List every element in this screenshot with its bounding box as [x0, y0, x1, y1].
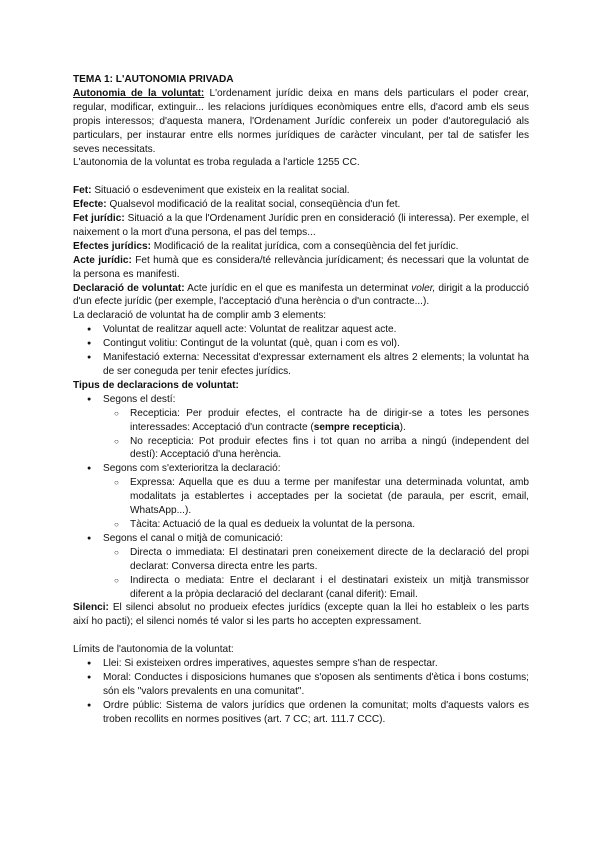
- declaracio-paragraph: [73, 282, 529, 310]
- sublist-item: [73, 407, 529, 435]
- list-item-label: Segons com s'exterioritza la declaració:: [103, 463, 281, 475]
- sublist-item: ○ Indirecta o mediata: Entre el declarant i el destinatari existeix un mitjà transmissor diferent a la pròpia declaració del declarant (canal diferit): Email.: [73, 574, 529, 602]
- sublist: [73, 476, 529, 532]
- sublist-text: ).: [399, 421, 406, 433]
- list-item: ● Manifestació externa: Necessitat d'expressar externament els altres 2 elements; la voluntat ha de ser coneguda per tenir efectes jurídics.: [73, 351, 529, 379]
- definition-term: Efecte:: [73, 199, 107, 211]
- silenci-term: Silenci:: [73, 602, 109, 614]
- page-title: TEMA 1: L'AUTONOMIA PRIVADA: [73, 74, 234, 85]
- silenci-paragraph: [73, 601, 529, 629]
- intro-text: L'ordenament jurídic deixa en mans dels particulars el poder crear, regular, modificar, extinguir... les relacions jurídiques econòmiques entre ells, d'acord amb els seus propis interessos; d'aquesta manera, l'Ordenament Jurídic confereix un poder d'autoregulació als particulars, per instaurar entre ells normes jurídiques de caràcter vinculant, per tal de satisfer les seves necessitats.: [73, 87, 529, 155]
- list-item: ● Voluntat de realitzar aquell acte: Voluntat de realitzar aquest acte.: [73, 323, 529, 337]
- list-item: ● Moral: Conductes i disposicions humanes que s'oposen als sentiments d'ètica i bons costums; són els "valors prevalents en una comunitat".: [73, 671, 529, 699]
- list-item-label: Segons el canal o mitjà de comunicació:: [103, 532, 284, 544]
- definition-term: Fet:: [73, 185, 92, 197]
- list-item: [73, 532, 529, 602]
- list-item: ● Contingut volitiu: Contingut de la voluntat (què, quan i com es vol).: [73, 337, 529, 351]
- limits-intro: Límits de l'autonomia de la voluntat:: [73, 644, 234, 656]
- elements-intro: La declaració de voluntat ha de complir amb 3 elements:: [73, 310, 327, 322]
- tipus-heading: Tipus de declaracions de voluntat:: [73, 379, 239, 391]
- definition-fet: [73, 184, 529, 198]
- list-item: [73, 393, 529, 463]
- silenci-text: El silenci absolut no produeix efectes jurídics (excepte quan la llei ho estableix o les parts així ho pacti); el silenci només té valor si les parts ho accepten expressament.: [73, 602, 529, 628]
- declaracio-text: Acte jurídic en el que es manifesta un determinat: [184, 282, 412, 294]
- sublist-bold: sempre recepticia: [313, 421, 400, 433]
- list-item: ● Ordre públic: Sistema de valors jurídics que ordenen la comunitat; molts d'aquests valors es troben recollits en normes positives (art. 7 CC; art. 111.7 CCC).: [73, 699, 529, 727]
- document-page: [73, 73, 529, 727]
- elements-list: [73, 323, 529, 379]
- definition-efecte: [73, 198, 529, 212]
- definition-efectes-juridics: [73, 240, 529, 254]
- sublist-item: ○ Expressa: Aquella que es duu a terme per manifestar una determinada voluntat, amb modalitats ja establertes i acceptades per la societat (de paraula, per escrit, email, WhatsApp...).: [73, 476, 529, 518]
- tipus-list: [73, 393, 529, 602]
- list-item: ● Llei: Si existeixen ordres imperatives, aquestes sempre s'han de respectar.: [73, 657, 529, 671]
- definition-text: Situació o esdeveniment que existeix en la realitat social.: [91, 185, 350, 197]
- definition-fet-juridic: [73, 212, 529, 240]
- sublist: [73, 546, 529, 602]
- definition-term: Acte jurídic:: [73, 254, 132, 266]
- definition-text: Fet humà que es considera/té rellevància jurídicament; és necessari que la voluntat de la persona es manifesti.: [73, 254, 529, 280]
- definition-text: Modificació de la realitat jurídica, com a conseqüència del fet jurídic.: [150, 240, 459, 252]
- sublist-text: Recepticia: Per produir efectes, el contracte ha de dirigir-se a totes les persones interessades: Acceptació d'un contracte (: [130, 407, 529, 433]
- intro-term: Autonomia de la voluntat:: [73, 87, 205, 99]
- definition-text: Qualsevol modificació de la realitat social, conseqüència d'un fet.: [106, 199, 401, 211]
- declaracio-term: Declaració de voluntat:: [73, 282, 185, 294]
- list-item: [73, 462, 529, 532]
- intro-article: L'autonomia de la voluntat es troba regulada a l'article 1255 CC.: [73, 157, 360, 169]
- sublist-item: ○ Tàcita: Actuació de la qual es dedueix la voluntat de la persona.: [73, 518, 529, 532]
- sublist-item: ○ Directa o immediata: El destinatari pren coneixement directe de la declaració del propi declarat: Conversa directa entre les parts.: [73, 546, 529, 574]
- definition-term: Fet jurídic:: [73, 213, 125, 225]
- list-item-label: Segons el destí:: [103, 393, 176, 405]
- intro-paragraph: [73, 87, 529, 157]
- definition-term: Efectes jurídics:: [73, 240, 151, 252]
- declaracio-text: dirigit a la producció d'un efecte jurídic (per exemple, l'acceptació d'una herència o d'un contracte...).: [73, 282, 530, 308]
- sublist-item: ○ No recepticia: Pot produir efectes fins i tot quan no arriba a ningú (independent del destí): Acceptació d'una herència.: [73, 435, 529, 463]
- limits-list: [73, 657, 529, 727]
- declaracio-emphasis: voler,: [411, 282, 436, 294]
- definition-acte-juridic: [73, 254, 529, 282]
- sublist: [73, 407, 529, 463]
- definition-text: Situació a la que l'Ordenament Jurídic pren en consideració (li interessa). Per exemple, el naixement o la mort d'una persona, el pas del temps...: [73, 213, 530, 238]
